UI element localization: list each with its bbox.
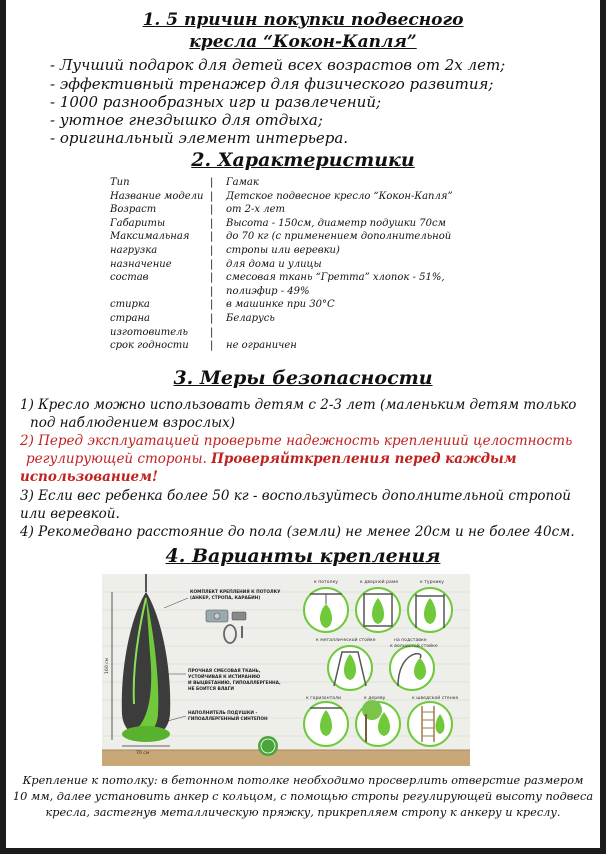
safety-item-2-line3: использованием! <box>20 469 158 485</box>
safety-item-3-line1: 3) Если вес ребенка более 50 кг - воспользуйтесь дополнительной стропой <box>20 488 572 504</box>
spec-separator: | <box>210 177 214 188</box>
reason-item: - Лучший подарок для детей всех возрастов от 2х лет; <box>50 56 506 74</box>
caption-line: 10 мм, далее установить анкер с кольцом, с помощью стропы регулирующей высоту подвеса <box>12 790 594 803</box>
mount-label: к шведской стенке <box>412 696 459 701</box>
mount-wall-bars-icon <box>408 702 452 746</box>
mount-horizontal-icon <box>304 702 348 746</box>
mount-label: к волнистой стойке <box>390 644 438 649</box>
spec-key: Название модели <box>110 190 204 202</box>
callout-text: И ВЫЦВЕТАНИЮ, ГИПОАЛЛЕРГЕННА, <box>188 681 281 686</box>
spec-key: назначение <box>110 258 172 270</box>
safety-item-1-line2: под наблюдением взрослых) <box>30 415 235 431</box>
spec-value: Беларусь <box>226 313 275 324</box>
section1-title-line1: 1. 5 причин покупки подвесного <box>142 10 464 30</box>
spec-value: Детское подвесное кресло “Кокон-Капля” <box>226 190 453 202</box>
section2-title: 2. Характеристики <box>191 149 415 171</box>
safety-item-2-bold: Проверяйткрепления перед каждым <box>211 451 517 467</box>
mount-label: к турнику <box>420 580 445 585</box>
spec-separator: | <box>210 326 214 338</box>
spec-key: Тип <box>110 177 130 188</box>
reason-item: - уютное гнездышко для отдыха; <box>50 111 323 129</box>
mount-metal-stand-icon <box>328 646 372 690</box>
spec-key: нагрузка <box>110 245 158 256</box>
callout-text: КОМПЛЕКТ КРЕПЛЕНИЯ К ПОТОЛКУ <box>190 590 281 595</box>
spec-separator: | <box>210 190 214 202</box>
spec-separator: | <box>210 258 214 270</box>
spec-value: полиэфир - 49% <box>226 285 310 297</box>
reason-item: - оригинальный элемент интерьера. <box>50 129 349 147</box>
spec-key: страна <box>110 313 150 324</box>
section1-title-line2: кресла “Кокон-Капля” <box>189 32 417 52</box>
spec-value: смесовая ткань “Гретта” хлопок - 51%, <box>226 272 445 284</box>
spec-key: Максимальная <box>110 231 190 243</box>
mount-label: к металлической стойке <box>316 638 376 643</box>
spec-value: до 70 кг (с применением дополнительной <box>226 231 452 243</box>
section3-title: 3. Меры безопасности <box>173 367 433 389</box>
safety-item-2-text: Перед эксплуатацией проверьте надежность креплениий целостность <box>38 433 573 449</box>
safety-item-4: 4) Рекомедвано расстояние до пола (земли) не менее 20см и не более 40см. <box>20 524 575 540</box>
safety-item-2-line1 <box>20 432 572 450</box>
spec-value: для дома и улицы <box>226 258 322 270</box>
spec-key: Габариты <box>110 217 166 229</box>
spec-value: не ограничен <box>226 340 297 352</box>
instruction-page <box>6 0 600 848</box>
spec-value: стропы или веревки) <box>226 245 340 256</box>
spec-separator: | <box>210 299 214 311</box>
caption-line: кресла, застегнув металлическую пряжку, прикрепляем стропу к анкеру и креслу. <box>45 806 561 819</box>
spec-key: состав <box>110 272 149 284</box>
mount-label: к потолку <box>314 580 338 585</box>
mount-pullup-bar-icon <box>408 588 452 632</box>
mount-label: к горизонтали <box>306 696 342 701</box>
spec-separator: | <box>210 204 214 216</box>
mount-curved-stand-icon <box>390 646 434 690</box>
safety-item-3-line2: или веревкой. <box>20 506 120 522</box>
safety-item-1-line1: 1) Кресло можно использовать детям с 2-3 лет (маленьким детям только <box>20 397 577 413</box>
spec-value: Гамак <box>226 177 259 188</box>
callout-text: НАПОЛНИТЕЛЬ ПОДУШКИ - <box>188 711 258 716</box>
safety-item-2-prefix: 2) <box>20 433 39 449</box>
spec-value: в машинке при 30°C <box>226 299 335 311</box>
spec-separator: | <box>210 231 214 243</box>
mount-label: к дверной раме <box>360 580 399 585</box>
spec-separator: | <box>210 272 214 284</box>
safety-item-2-text2: регулирующей стороны. <box>26 451 212 467</box>
callout-text: ГИПОАЛЛЕРГЕННЫЙ СИНТЕПОН <box>188 717 268 722</box>
hardware-kit-icon <box>206 610 246 643</box>
spec-value: Высота - 150см, диаметр подушки 70см <box>226 217 446 229</box>
spec-key: Возраст <box>110 204 157 216</box>
mount-ceiling-icon <box>304 588 348 632</box>
callout-text: (АНКЕР, СТРОПА, КАРАБИН) <box>190 596 261 601</box>
reason-item: - эффективный тренажер для физического развития; <box>50 75 494 93</box>
section4-title: 4. Варианты крепления <box>165 545 441 567</box>
height-label: 160 см <box>105 657 110 674</box>
spec-separator: | <box>210 340 214 352</box>
reason-item: - 1000 разнообразных игр и развлечений; <box>50 93 382 111</box>
mounting-illustration <box>102 574 470 766</box>
callout-text: УСТОЙЧИВАЯ К ИСТИРАНИЮ <box>188 675 261 680</box>
spec-key: срок годности <box>110 340 189 352</box>
spec-separator: | <box>210 313 214 324</box>
mount-label: на подставке <box>394 638 427 643</box>
mount-label: к дереву <box>364 696 386 701</box>
spec-value: от 2-х лет <box>226 204 286 216</box>
callout-text: ПРОЧНАЯ СМЕСОВАЯ ТКАНЬ, <box>188 669 261 674</box>
mount-tree-icon <box>356 700 400 746</box>
safety-item-2-line2 <box>26 450 517 468</box>
mount-doorframe-icon <box>356 588 400 632</box>
spec-separator: | <box>210 245 214 256</box>
callout-text: НЕ БОИТСЯ ВЛАГИ <box>188 687 234 692</box>
width-label: 70 см <box>136 751 150 756</box>
spec-key: стирка <box>110 299 150 311</box>
mounting-illustration-svg <box>102 574 470 766</box>
spec-separator: | <box>210 217 214 229</box>
spec-key: изготовитель <box>110 326 188 338</box>
mounting-options <box>304 588 452 746</box>
spec-separator: | <box>210 285 214 297</box>
caption-line: Крепление к потолку: в бетонном потолке необходимо просверлить отверстие размером <box>22 774 584 787</box>
